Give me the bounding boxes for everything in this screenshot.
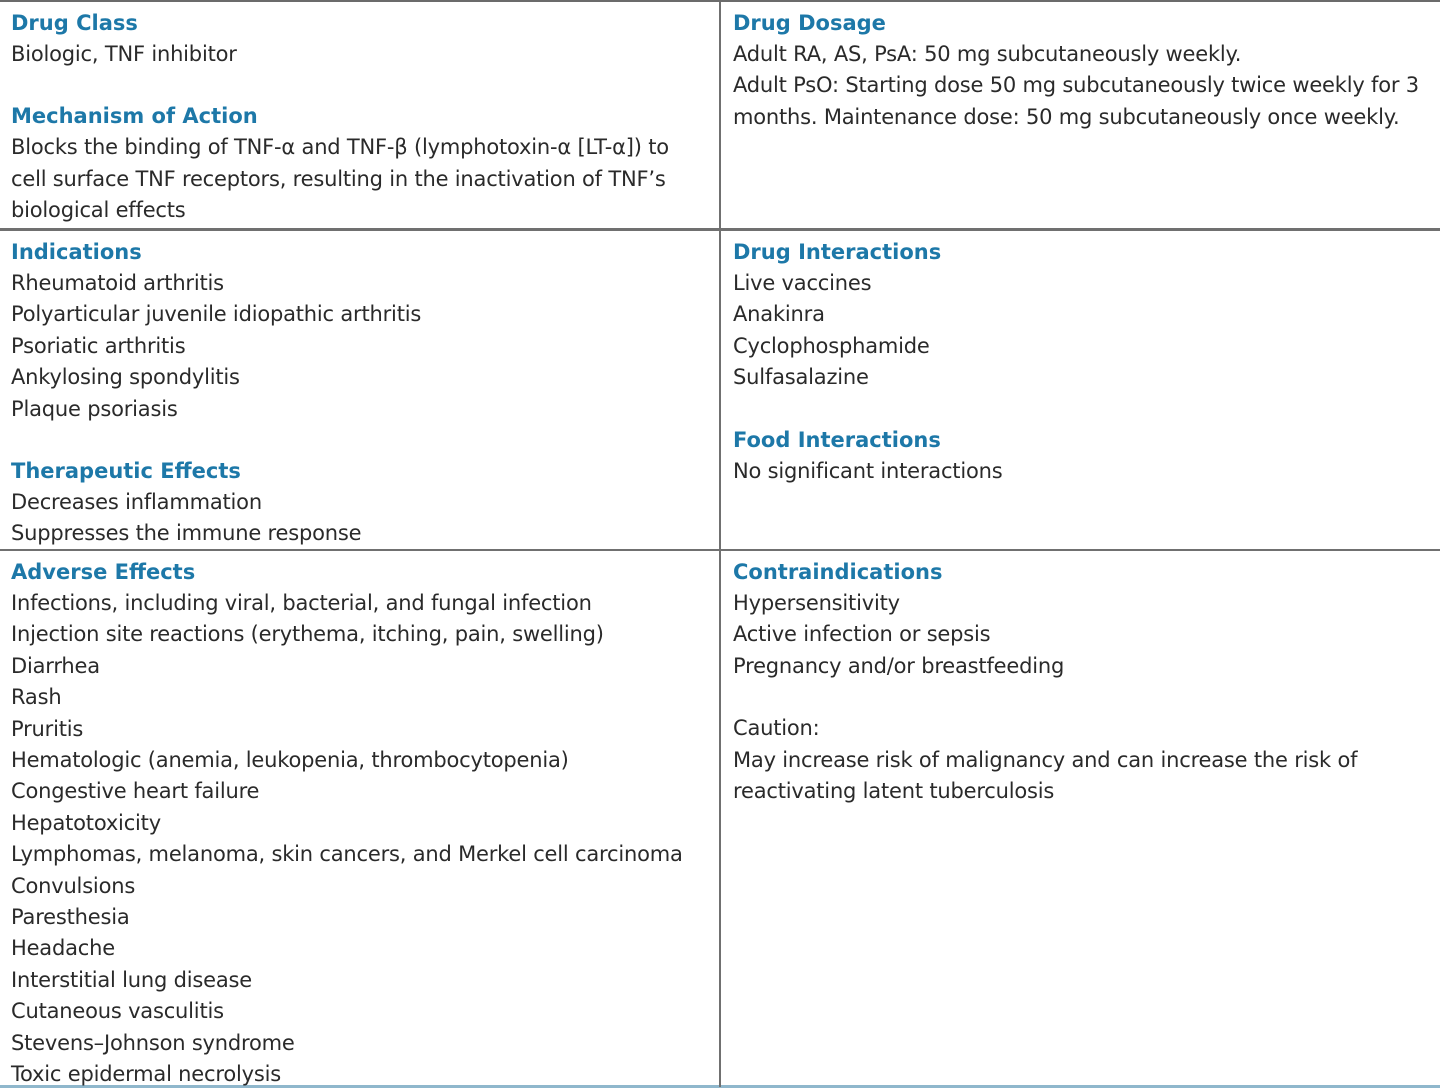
- drug-class-value: Biologic, TNF inhibitor: [11, 42, 237, 66]
- therapeutic-effects-heading: Therapeutic Effects: [11, 459, 241, 484]
- dosage-line: months. Maintenance dose: 50 mg subcutaneously once weekly.: [733, 104, 1400, 129]
- therapeutic-effect-item: Decreases inflammation: [11, 490, 262, 515]
- cell-contraindications: [721, 551, 1440, 1087]
- indication-item: Polyarticular juvenile idiopathic arthritis: [11, 302, 422, 327]
- adverse-effect-item: Headache: [11, 936, 115, 961]
- table-row-3: [0, 549, 1440, 1087]
- adverse-effect-item: Toxic epidermal necrolysis: [11, 1062, 281, 1087]
- adverse-effect-item: Infections, including viral, bacterial, and fungal infection: [11, 591, 592, 615]
- adverse-effect-item: Hepatotoxicity: [11, 810, 161, 835]
- drug-interactions-heading: Drug Interactions: [733, 240, 942, 264]
- dosage-heading: Drug Dosage: [733, 11, 886, 35]
- drug-interaction-item: Anakinra: [733, 302, 825, 327]
- therapeutic-effect-item: Suppresses the immune response: [11, 521, 362, 546]
- food-interactions-heading: Food Interactions: [733, 427, 941, 452]
- section-drug-dosage: [733, 8, 1430, 133]
- section-drug-interactions: [733, 237, 1430, 394]
- adverse-effect-item: Convulsions: [11, 873, 136, 898]
- adverse-effect-item: Pruritis: [11, 716, 84, 741]
- section-indications: [11, 237, 709, 425]
- section-adverse-effects: [11, 557, 709, 1091]
- adverse-effect-item: Hematologic (anemia, leukopenia, thrombocytopenia): [11, 748, 569, 773]
- indication-item: Rheumatoid arthritis: [11, 271, 224, 295]
- adverse-effect-item: Lymphomas, melanoma, skin cancers, and Merkel cell carcinoma: [11, 842, 683, 867]
- food-interaction-item: No significant interactions: [733, 458, 1003, 483]
- caution-line: May increase risk of malignancy and can increase the risk of: [733, 747, 1358, 772]
- contraindication-item: Hypersensitivity: [733, 591, 900, 615]
- contraindications-heading: Contraindications: [733, 560, 943, 584]
- adverse-effect-item: Paresthesia: [11, 905, 130, 930]
- cell-drug-class-mechanism: [0, 2, 721, 228]
- drug-class-heading: Drug Class: [11, 11, 138, 35]
- dosage-line: Adult PsO: Starting dose 50 mg subcutaneously twice weekly for 3: [733, 73, 1419, 98]
- section-caution: [733, 713, 1430, 807]
- adverse-effect-item: Diarrhea: [11, 653, 100, 678]
- section-drug-class: [11, 8, 709, 70]
- caution-label: Caution:: [733, 716, 820, 741]
- section-food-interactions: [733, 425, 1430, 487]
- adverse-effect-item: Cutaneous vasculitis: [11, 999, 224, 1024]
- drug-interaction-item: Cyclophosphamide: [733, 333, 930, 358]
- cell-indications-therapeutic: [0, 231, 721, 549]
- contraindication-item: Active infection or sepsis: [733, 622, 991, 647]
- drug-interaction-item: Live vaccines: [733, 271, 872, 295]
- indications-heading: Indications: [11, 240, 142, 264]
- adverse-effect-item: Injection site reactions (erythema, itching, pain, swelling): [11, 622, 604, 647]
- adverse-effect-item: Rash: [11, 685, 62, 710]
- dosage-line: Adult RA, AS, PsA: 50 mg subcutaneously weekly.: [733, 42, 1242, 66]
- mechanism-heading: Mechanism of Action: [11, 104, 258, 129]
- table-row-2: [0, 228, 1440, 549]
- adverse-effect-item: Stevens–Johnson syndrome: [11, 1030, 295, 1055]
- drug-interaction-item: Sulfasalazine: [733, 365, 869, 390]
- table-row-1: [0, 2, 1440, 228]
- section-mechanism: [11, 101, 709, 226]
- indication-item: Psoriatic arthritis: [11, 333, 186, 358]
- section-therapeutic-effects: [11, 456, 709, 550]
- indication-item: Ankylosing spondylitis: [11, 365, 240, 390]
- contraindication-item: Pregnancy and/or breastfeeding: [733, 653, 1065, 678]
- adverse-effect-item: Congestive heart failure: [11, 779, 260, 804]
- adverse-effects-heading: Adverse Effects: [11, 560, 196, 584]
- section-contraindications: [733, 557, 1430, 682]
- cell-adverse-effects: [0, 551, 721, 1087]
- indication-item: Plaque psoriasis: [11, 396, 178, 421]
- cell-interactions: [721, 231, 1440, 549]
- cell-drug-dosage: [721, 2, 1440, 228]
- adverse-effect-item: Interstitial lung disease: [11, 967, 252, 992]
- caution-line: reactivating latent tuberculosis: [733, 779, 1055, 804]
- mechanism-text: Blocks the binding of TNF-α and TNF-β (lymphotoxin-α [LT-α]) to cell surface TNF receptors, resulting in the inactivation of TNF’s biological effects: [11, 135, 669, 223]
